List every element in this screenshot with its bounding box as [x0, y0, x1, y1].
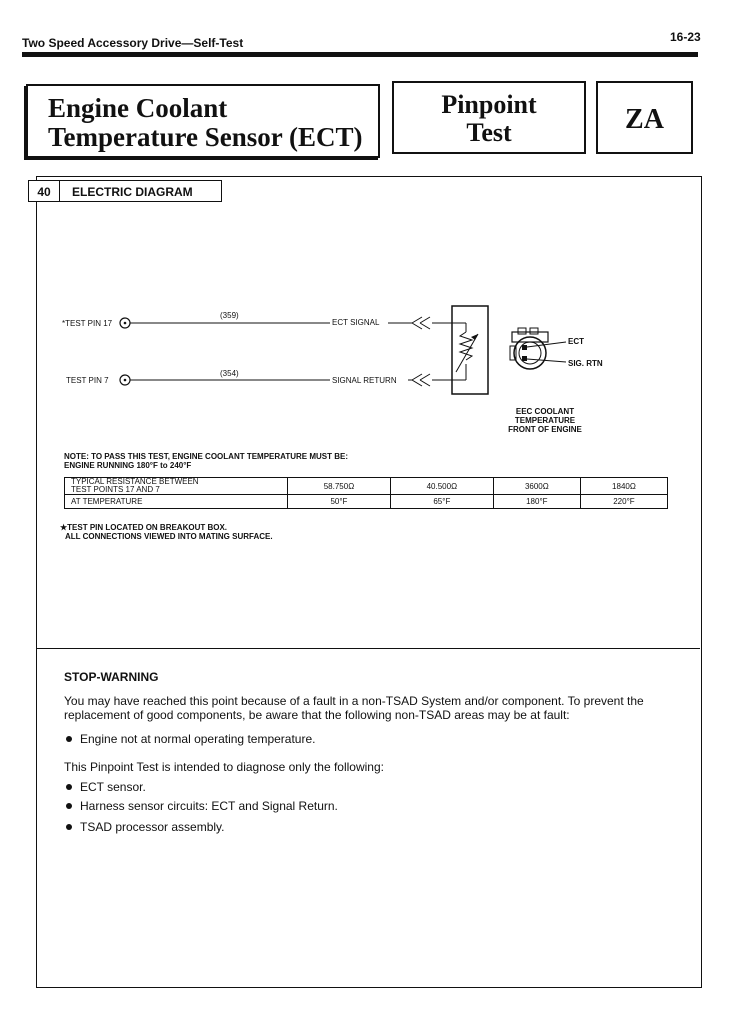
bullet-icon — [66, 736, 72, 742]
table-cell: 3600Ω — [493, 478, 580, 495]
return-connector-arrow-icon — [412, 374, 430, 386]
signal-return-label: SIGNAL RETURN — [332, 376, 397, 385]
title-line2: Temperature Sensor (ECT) — [48, 122, 363, 152]
list-item: TSAD processor assembly. — [64, 820, 225, 834]
bullet-icon — [66, 784, 72, 790]
wire-359-label: (359) — [220, 311, 239, 320]
table-cell: 1840Ω — [580, 478, 667, 495]
scope-paragraph: This Pinpoint Test is intended to diagnose only the following: — [64, 760, 384, 774]
table-cell: 65°F — [390, 495, 493, 509]
bullet-icon — [66, 803, 72, 809]
resistance-row-label: TYPICAL RESISTANCE BETWEEN TEST POINTS 17 AND 7 — [65, 478, 288, 495]
table-cell: 50°F — [288, 495, 391, 509]
sensor-housing-icon — [452, 306, 488, 394]
step-number: 40 — [28, 180, 60, 202]
warning-title: STOP-WARNING — [64, 670, 159, 684]
title-line1: Engine Coolant — [48, 93, 228, 123]
sensor-connector-icon — [510, 328, 566, 369]
table-row — [65, 478, 668, 495]
resistance-table — [64, 477, 668, 509]
pinpoint-line2: Test — [466, 118, 512, 147]
connector-ect-label: ECT — [568, 337, 584, 346]
list-item: ECT sensor. — [64, 780, 146, 794]
table-cell: 40.500Ω — [390, 478, 493, 495]
pinpoint-line1: Pinpoint — [441, 90, 537, 119]
test-code: ZA — [625, 104, 664, 135]
table-cell: 58.750Ω — [288, 478, 391, 495]
list-item: Engine not at normal operating temperature. — [64, 732, 315, 746]
connector-sigrtn-label: SIG. RTN — [568, 359, 603, 368]
test-pin-17-label: *TEST PIN 17 — [62, 319, 113, 328]
footnote: ★TEST PIN LOCATED ON BREAKOUT BOX. ALL CONNECTIONS VIEWED INTO MATING SURFACE. — [60, 523, 273, 541]
thermistor-icon — [460, 332, 472, 360]
test-pin-7-label: TEST PIN 7 — [66, 376, 109, 385]
sensor-caption: EEC COOLANT TEMPERATURE FRONT OF ENGINE — [508, 407, 582, 434]
page-number: 16-23 — [670, 30, 701, 44]
table-cell: 180°F — [493, 495, 580, 509]
bullet-icon — [66, 824, 72, 830]
temperature-row-label: AT TEMPERATURE — [65, 495, 288, 509]
warning-paragraph: You may have reached this point because of a fault in a non-TSAD System and/or component. To prevent the replacement of good components, be aware that the following non-TSAD areas may be at fault: — [64, 694, 644, 722]
ect-connector-arrow-icon — [412, 317, 430, 329]
table-row — [65, 495, 668, 509]
table-cell: 220°F — [580, 495, 667, 509]
section-title: Two Speed Accessory Drive—Self-Test — [22, 36, 244, 50]
step-label: ELECTRIC DIAGRAM — [60, 180, 222, 202]
list-item: Harness sensor circuits: ECT and Signal Return. — [64, 799, 338, 813]
ect-signal-label: ECT SIGNAL — [332, 318, 380, 327]
wire-354-label: (354) — [220, 369, 239, 378]
temperature-note: NOTE: TO PASS THIS TEST, ENGINE COOLANT TEMPERATURE MUST BE: ENGINE RUNNING 180°F to 240°F — [64, 452, 349, 470]
